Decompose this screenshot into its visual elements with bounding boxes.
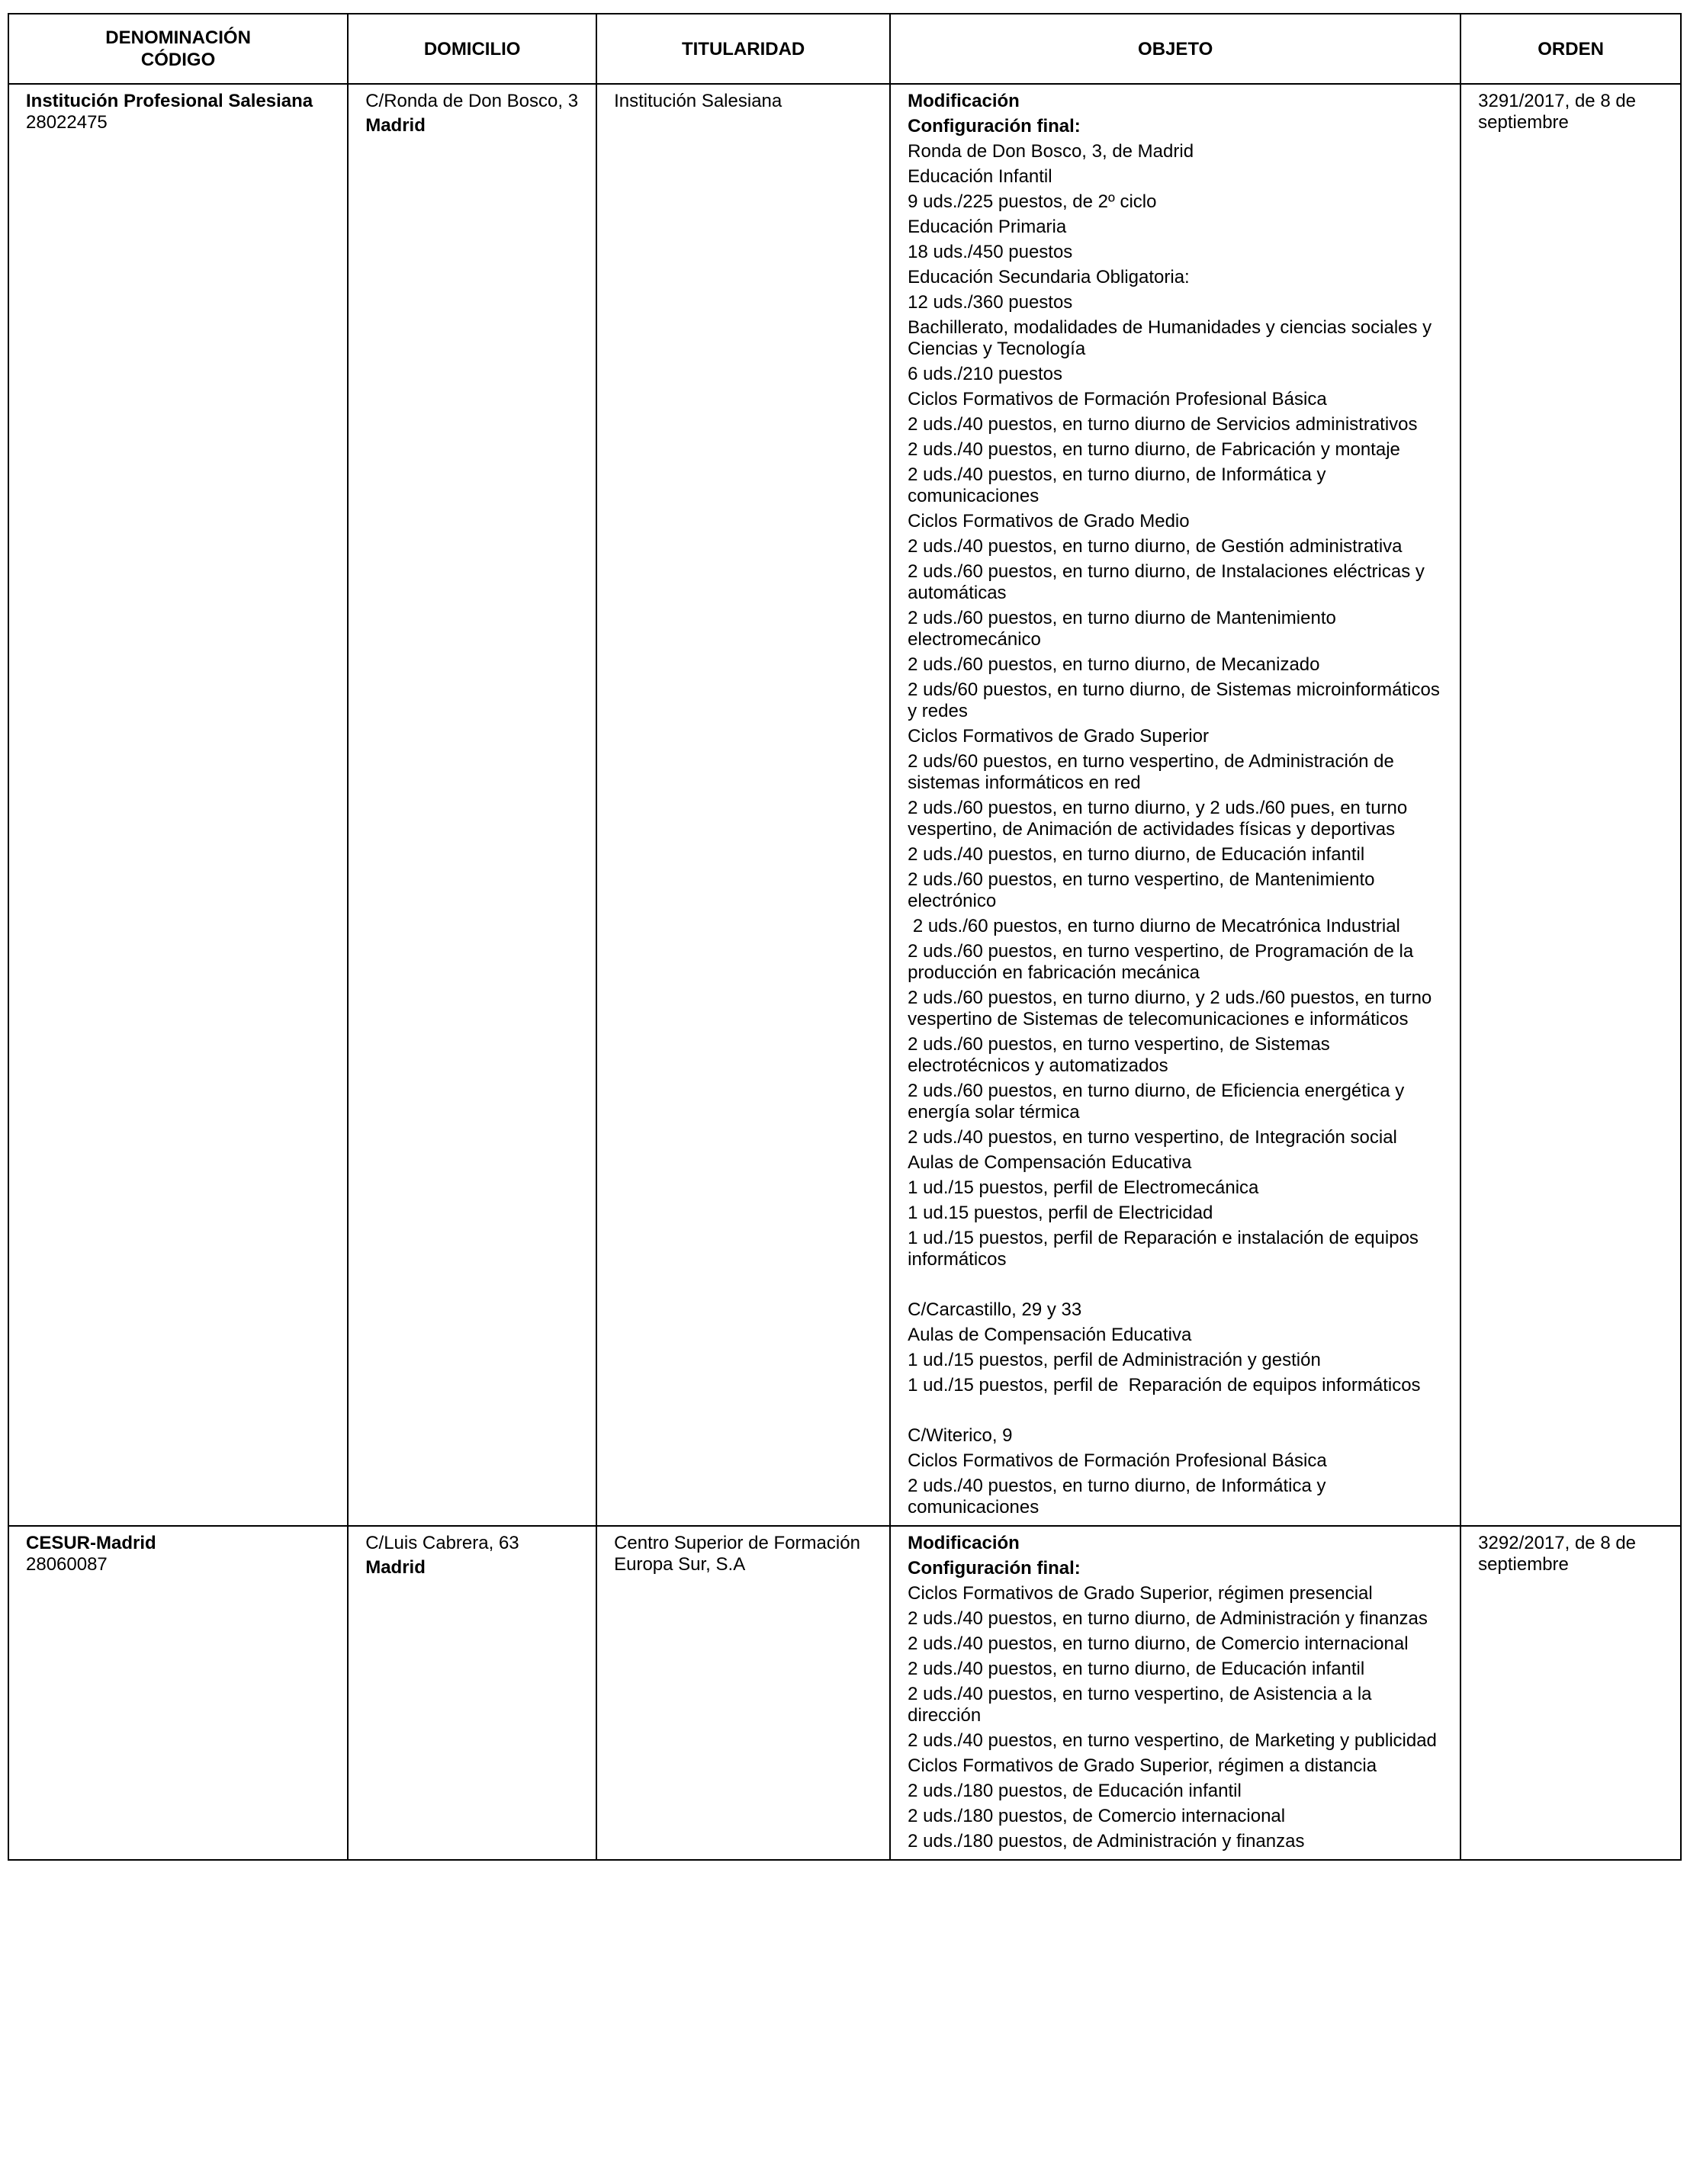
table-header (8, 14, 1681, 84)
objeto-line: Bachillerato, modalidades de Humanidades y ciencias sociales y Ciencias y Tecnología (908, 317, 1437, 359)
header-denominacion: DENOMINACIÓN (105, 27, 251, 48)
objeto-line: 2 uds./40 puestos, en turno diurno, de Gestión administrativa (908, 536, 1403, 557)
table-body (8, 84, 1681, 1860)
order-ref: 3292/2017, de 8 de septiembre (1478, 1533, 1637, 1575)
cell-orden (1460, 1526, 1681, 1860)
objeto-line: 2 uds./60 puestos, en turno diurno, y 2 uds./60 pues, en turno vespertino, de Animación de actividades físicas y deportivas (908, 798, 1412, 840)
objeto-line: 2 uds./60 puestos, en turno diurno, y 2 uds./60 puestos, en turno vespertino de Sistemas de telecomunicaciones e informáticos (908, 988, 1437, 1029)
objeto-line: 1 ud./15 puestos, perfil de Administración y gestión (908, 1350, 1321, 1370)
objeto-line: 2 uds./60 puestos, en turno vespertino, de Mantenimiento electrónico (908, 869, 1380, 911)
objeto-line: 2 uds./40 puestos, en turno vespertino, de Marketing y publicidad (908, 1730, 1437, 1751)
center-code: 28022475 (26, 112, 108, 133)
objeto-line: 2 uds./60 puestos, en turno diurno, de Instalaciones eléctricas y automáticas (908, 561, 1430, 603)
objeto-line: Modificación (908, 91, 1020, 111)
cell-domicilio (348, 84, 596, 1526)
objeto-line: 2 uds./60 puestos, en turno diurno, de Eficiencia energética y energía solar térmica (908, 1081, 1409, 1123)
header-row (8, 14, 1681, 84)
objeto-line: Educación Primaria (908, 217, 1067, 237)
objeto-line: 2 uds/60 puestos, en turno diurno, de Sistemas microinformáticos y redes (908, 679, 1445, 721)
header-orden: ORDEN (1460, 14, 1681, 84)
objeto-line: 2 uds./40 puestos, en turno diurno, de Informática y comunicaciones (908, 464, 1332, 506)
objeto-line: Educación Infantil (908, 166, 1052, 187)
objeto-line: Ciclos Formativos de Grado Superior, régimen a distancia (908, 1755, 1377, 1776)
objeto-line: 2 uds./40 puestos, en turno diurno, de Informática y comunicaciones (908, 1476, 1332, 1518)
objeto-line: 1 ud.15 puestos, perfil de Electricidad (908, 1203, 1213, 1223)
cell-denominacion (8, 1526, 348, 1860)
objeto-line: 6 uds./210 puestos (908, 364, 1062, 384)
objeto-line: 2 uds./40 puestos, en turno diurno, de Fabricación y montaje (908, 439, 1400, 460)
objeto-line: 2 uds./40 puestos, en turno diurno, de Administración y finanzas (908, 1608, 1428, 1629)
objeto-line: 2 uds./40 puestos, en turno vespertino, de Asistencia a la dirección (908, 1684, 1377, 1726)
objeto-line: Configuración final: (908, 1558, 1081, 1579)
objeto-line: C/Witerico, 9 (908, 1425, 1013, 1446)
objeto-line: Ciclos Formativos de Formación Profesional Básica (908, 1450, 1327, 1471)
center-name: CESUR-Madrid (26, 1533, 156, 1553)
objeto-line: 1 ud./15 puestos, perfil de Electromecánica (908, 1177, 1259, 1198)
objeto-line: Ciclos Formativos de Grado Superior, régimen presencial (908, 1583, 1373, 1604)
objeto-line: 2 uds./60 puestos, en turno diurno, de Mecanizado (908, 654, 1320, 675)
objeto-line: Ciclos Formativos de Formación Profesional Básica (908, 389, 1327, 410)
objeto-line: 2 uds./40 puestos, en turno vespertino, de Integración social (908, 1127, 1397, 1148)
objeto-line: 2 uds./40 puestos, en turno diurno, de Educación infantil (908, 844, 1365, 865)
header-domicilio: DOMICILIO (348, 14, 596, 84)
center-city: Madrid (365, 1557, 426, 1578)
objeto-line: Modificación (908, 1533, 1020, 1553)
cell-denominacion (8, 84, 348, 1526)
centers-table (8, 13, 1682, 1861)
table-row (8, 1526, 1681, 1860)
center-address: C/Ronda de Don Bosco, 3 (365, 91, 579, 111)
objeto-line: Aulas de Compensación Educativa (908, 1325, 1192, 1345)
objeto-line: 18 uds./450 puestos (908, 242, 1073, 262)
cell-titularidad (596, 84, 890, 1526)
objeto-spacer (908, 1400, 1444, 1421)
center-address: C/Luis Cabrera, 63 (365, 1533, 519, 1553)
objeto-line: 2 uds./40 puestos, en turno diurno de Servicios administrativos (908, 414, 1418, 435)
objeto-lines (908, 91, 1444, 1518)
center-code: 28060087 (26, 1554, 108, 1575)
center-owner: Centro Superior de Formación Europa Sur, S.A (614, 1533, 860, 1575)
objeto-line: Ciclos Formativos de Grado Superior (908, 726, 1209, 747)
cell-orden (1460, 84, 1681, 1526)
objeto-line: 2 uds./60 puestos, en turno vespertino, de Programación de la producción en fabricación mecánica (908, 941, 1419, 983)
objeto-spacer (908, 1274, 1444, 1296)
objeto-line: Educación Secundaria Obligatoria: (908, 267, 1190, 287)
cell-domicilio (348, 1526, 596, 1860)
header-titularidad: TITULARIDAD (596, 14, 890, 84)
objeto-line: 12 uds./360 puestos (908, 292, 1073, 313)
objeto-line: 2 uds./40 puestos, en turno diurno, de Educación infantil (908, 1659, 1365, 1679)
center-name: Institución Profesional Salesiana (26, 91, 313, 111)
objeto-line: 2 uds./60 puestos, en turno diurno de Mantenimiento electromecánico (908, 608, 1342, 650)
objeto-line: 2 uds./60 puestos, en turno diurno de Mecatrónica Industrial (908, 916, 1400, 936)
objeto-line: 2 uds./60 puestos, en turno vespertino, de Sistemas electrotécnicos y automatizados (908, 1034, 1335, 1076)
objeto-line: 9 uds./225 puestos, de 2º ciclo (908, 191, 1157, 212)
header-objeto: OBJETO (890, 14, 1460, 84)
objeto-line: 2 uds./180 puestos, de Comercio internacional (908, 1806, 1286, 1826)
table-row (8, 84, 1681, 1526)
header-denominacion-codigo (8, 14, 348, 84)
objeto-lines (908, 1533, 1444, 1852)
cell-objeto (890, 1526, 1460, 1860)
objeto-line: Ronda de Don Bosco, 3, de Madrid (908, 141, 1194, 162)
objeto-line: 2 uds/60 puestos, en turno vespertino, de Administración de sistemas informáticos en red (908, 751, 1399, 793)
center-owner: Institución Salesiana (614, 91, 782, 111)
cell-titularidad (596, 1526, 890, 1860)
center-city: Madrid (365, 115, 426, 136)
objeto-line: 2 uds./180 puestos, de Administración y finanzas (908, 1831, 1305, 1852)
objeto-line: 1 ud./15 puestos, perfil de Reparación de equipos informáticos (908, 1375, 1421, 1396)
cell-objeto (890, 84, 1460, 1526)
objeto-line: Ciclos Formativos de Grado Medio (908, 511, 1190, 532)
header-codigo: CÓDIGO (140, 50, 216, 70)
order-ref: 3291/2017, de 8 de septiembre (1478, 91, 1637, 133)
objeto-line: 1 ud./15 puestos, perfil de Reparación e instalación de equipos informáticos (908, 1228, 1424, 1270)
objeto-line: Aulas de Compensación Educativa (908, 1152, 1192, 1173)
objeto-line: 2 uds./40 puestos, en turno diurno, de Comercio internacional (908, 1633, 1409, 1654)
objeto-line: 2 uds./180 puestos, de Educación infantil (908, 1781, 1242, 1801)
objeto-line: C/Carcastillo, 29 y 33 (908, 1299, 1082, 1320)
objeto-line: Configuración final: (908, 116, 1081, 136)
